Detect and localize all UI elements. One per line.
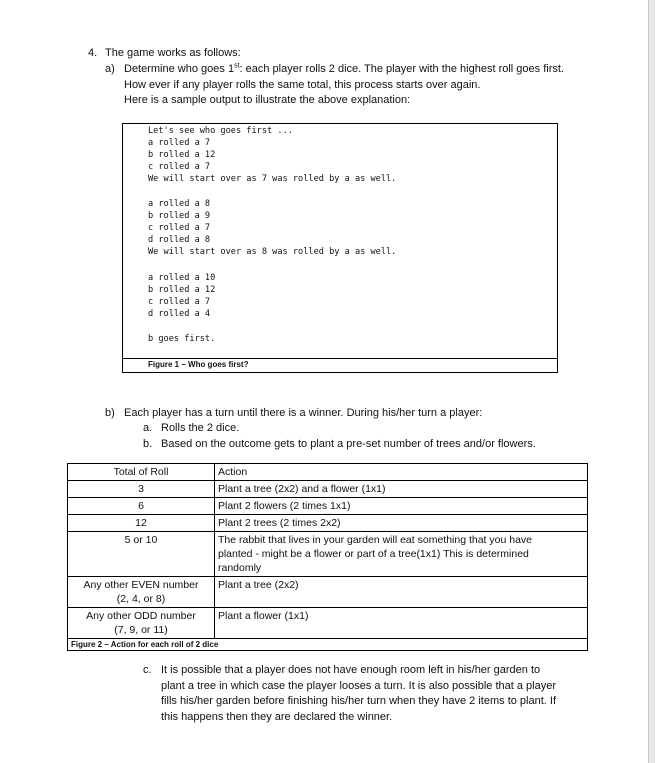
roll-cell: 6 xyxy=(68,498,215,515)
table-caption-row xyxy=(68,639,588,651)
action-line: randomly xyxy=(218,562,262,574)
item-b-sub-b: Based on the outcome gets to plant a pre-set number of trees and/or flowers. xyxy=(161,438,536,450)
sub-c-line: It is possible that a player does not have enough room left in his/her garden to xyxy=(161,664,541,676)
action-cell: Plant a tree (2x2) and a flower (1x1) xyxy=(215,481,588,498)
item-b-sub-a-marker: a. xyxy=(143,422,153,434)
code-line: b rolled a 12 xyxy=(148,150,216,160)
roll-line: (2, 4, or 8) xyxy=(116,593,166,605)
roll-cell: 5 or 10 xyxy=(68,532,215,577)
table-row xyxy=(68,532,588,577)
table-row xyxy=(68,481,588,498)
action-cell: Plant 2 trees (2 times 2x2) xyxy=(215,515,588,532)
code-line: b rolled a 9 xyxy=(148,211,211,221)
table-row xyxy=(68,608,588,639)
item-a-line1 xyxy=(124,62,564,77)
roll-action-table xyxy=(67,463,588,651)
roll-cell xyxy=(68,577,215,608)
code-line: b goes first. xyxy=(148,334,216,344)
sub-c-line: this happens then they are declared the winner. xyxy=(161,711,393,723)
code-line: d rolled a 8 xyxy=(148,235,211,245)
action-cell: Plant a flower (1x1) xyxy=(215,608,588,639)
code-line: d rolled a 4 xyxy=(148,309,211,319)
roll-line: (7, 9, or 11) xyxy=(114,624,168,636)
item-a-line1-pre: Determine who goes 1 xyxy=(124,63,235,75)
code-line: Let's see who goes first ... xyxy=(148,126,293,136)
table-row xyxy=(68,577,588,608)
sub-c-line: plant a tree in which case the player looses a turn. It is also possible that a player xyxy=(161,680,556,692)
item-b-sub-b-marker: b. xyxy=(143,438,153,450)
roll-line: Any other ODD number xyxy=(86,610,196,622)
item-a-line1-sup: st xyxy=(234,62,240,70)
code-line: a rolled a 10 xyxy=(148,273,216,283)
action-cell: Plant a tree (2x2) xyxy=(215,577,588,608)
code-line: c rolled a 7 xyxy=(148,223,211,233)
item-a-line2: How ever if any player rolls the same total, this process starts over again. xyxy=(124,79,481,91)
page-edge xyxy=(648,0,655,763)
code-line: a rolled a 7 xyxy=(148,138,211,148)
sub-c-line: fills his/her garden before finishing his/her turn when they have 2 items to plant. If xyxy=(161,695,556,707)
action-line: The rabbit that lives in your garden will eat something that you have xyxy=(218,534,533,546)
roll-line: Any other EVEN number xyxy=(83,579,199,591)
item-b-sub-a: Rolls the 2 dice. xyxy=(161,422,240,434)
code-line: b rolled a 12 xyxy=(148,285,216,295)
roll-cell: 12 xyxy=(68,515,215,532)
item-b-marker: b) xyxy=(105,407,115,419)
item-b-text: Each player has a turn until there is a winner. During his/her turn a player: xyxy=(124,407,483,419)
sub-c-marker: c. xyxy=(143,664,152,676)
action-cell xyxy=(215,532,588,577)
code-line: c rolled a 7 xyxy=(148,297,211,307)
item-a-marker: a) xyxy=(105,63,115,75)
figure-1-caption: Figure 1 – Who goes first? xyxy=(123,358,557,372)
action-line: planted - might be a flower or part of a tree(1x1) This is determined xyxy=(218,548,529,560)
item-4-intro: The game works as follows: xyxy=(105,47,241,59)
item-a-line1-post: : each player rolls 2 dice. The player with the highest roll goes first. xyxy=(239,63,564,75)
action-cell: Plant 2 flowers (2 times 1x1) xyxy=(215,498,588,515)
figure-2-caption: Figure 2 – Action for each roll of 2 dice xyxy=(68,639,588,651)
code-line: a rolled a 8 xyxy=(148,199,211,209)
code-line: We will start over as 8 was rolled by a as well. xyxy=(148,247,397,257)
item-4-number: 4. xyxy=(88,47,98,59)
table-row xyxy=(68,498,588,515)
roll-cell xyxy=(68,608,215,639)
table-row xyxy=(68,515,588,532)
code-line: We will start over as 7 was rolled by a as well. xyxy=(148,174,397,184)
header-total-of-roll: Total of Roll xyxy=(68,464,215,481)
code-line: c rolled a 7 xyxy=(148,162,211,172)
figure-1-code-box xyxy=(122,123,558,373)
item-a-line3: Here is a sample output to illustrate the above explanation: xyxy=(124,94,411,106)
header-action: Action xyxy=(215,464,588,481)
table-header-row xyxy=(68,464,588,481)
roll-cell: 3 xyxy=(68,481,215,498)
